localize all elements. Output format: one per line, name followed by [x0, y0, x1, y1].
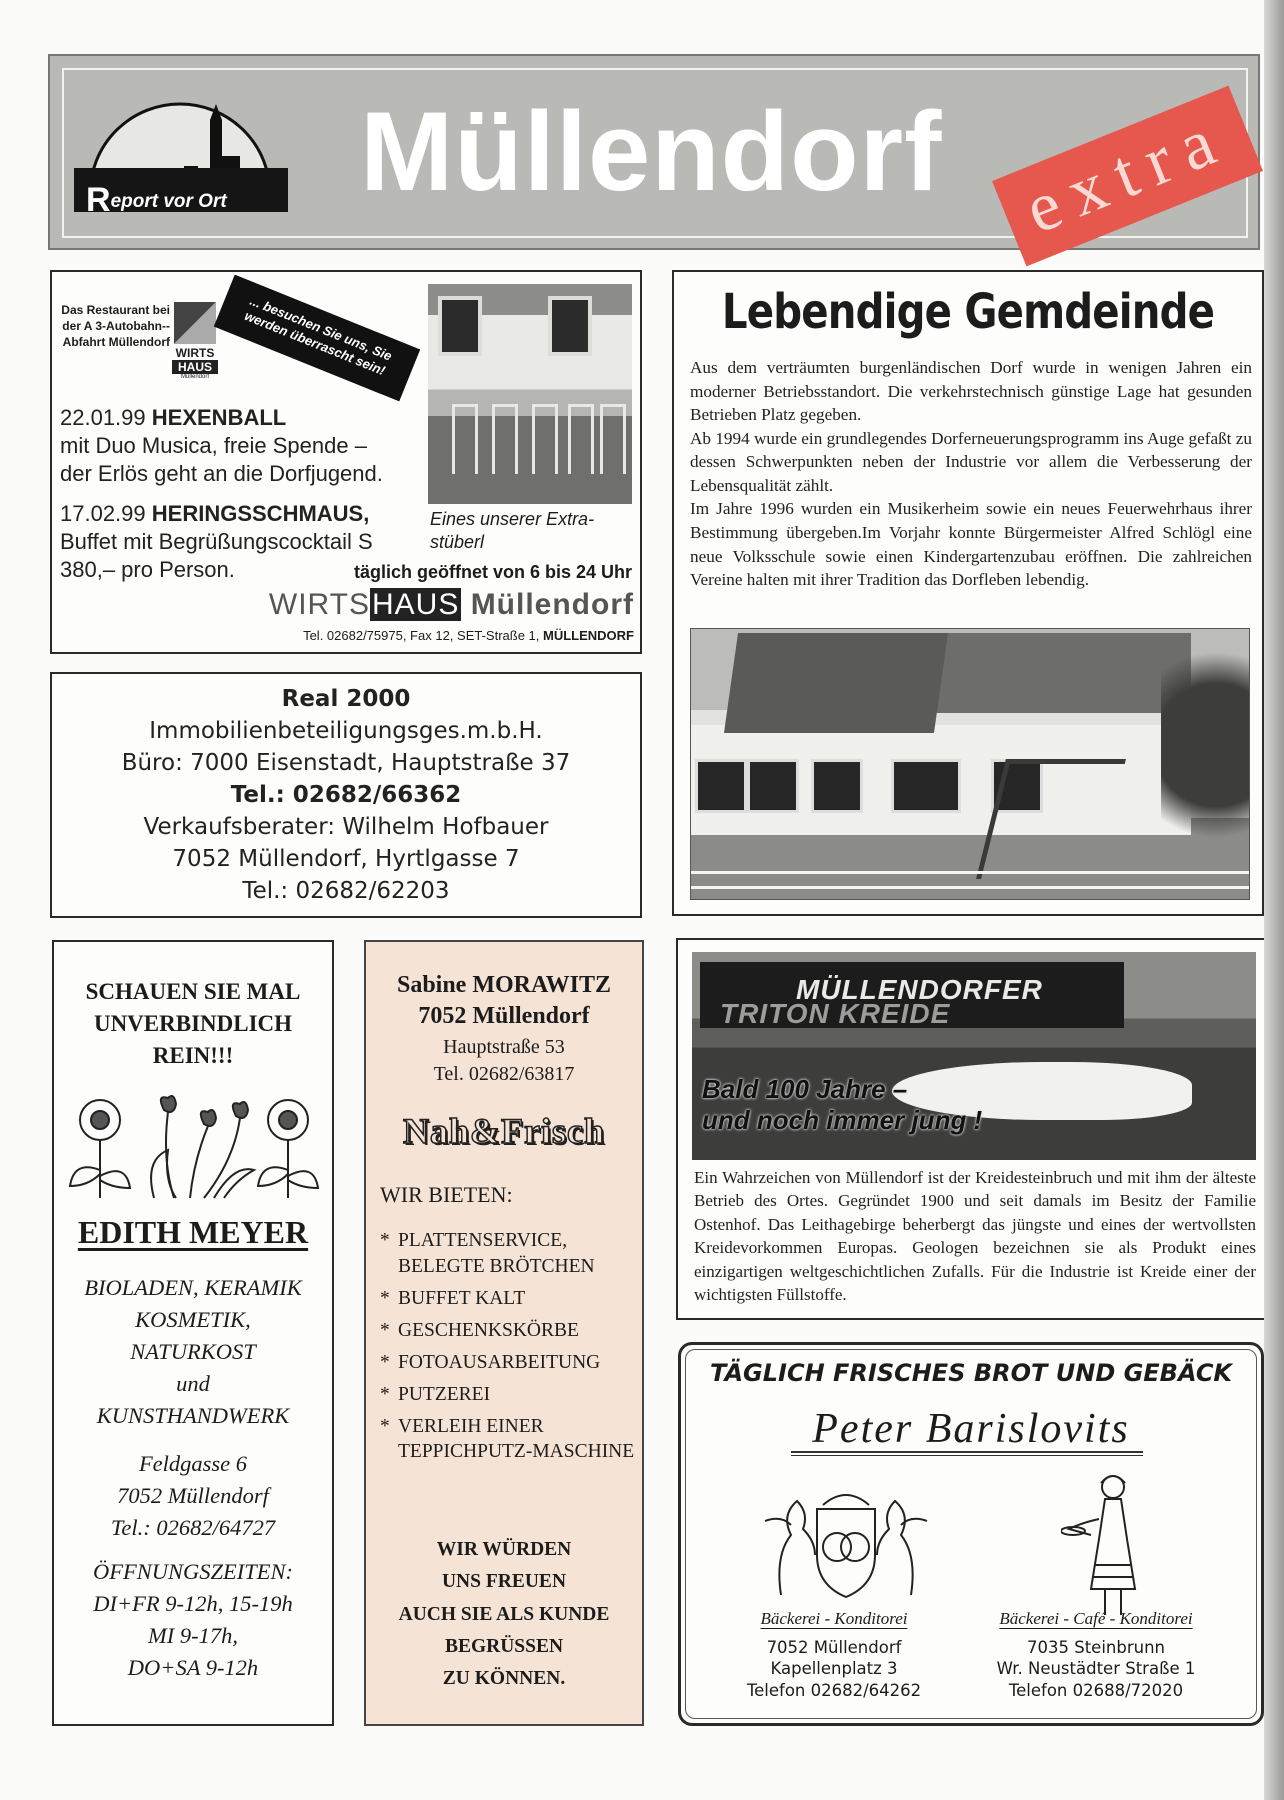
headline-line: SCHAUEN SIE MAL: [85, 979, 301, 1004]
real2000-office: Büro: 7000 Eisenstadt, Hauptstraße 37: [121, 750, 571, 776]
owner-line: 7052 Müllendorf: [418, 1003, 590, 1030]
event-description: Buffet mit Begrüßungscocktail S 380,– pro Person.: [60, 529, 373, 583]
address-contact: Tel. 02682/75975, Fax 12, SET-Straße 1,: [303, 628, 543, 643]
edith-headline: [54, 976, 332, 1073]
event-description: mit Duo Musica, freie Spende – der Erlös geht an die Dorfjugend.: [60, 433, 383, 487]
wordmark-wirts: WIRTS: [268, 588, 370, 621]
banner-line2: TRITON KREIDE: [720, 998, 951, 1029]
branch-address-line: 7052 Müllendorf: [766, 1638, 902, 1657]
article-body: Aus dem verträumten burgenländischen Dorf wurde in wenigen Jahren ein moderner Betriebsstandort. Die verkehrstechnisch günstige Lage hat gesunden Betrieben Platz gegeben. Ab 1994 wurde ein grundlegendes Dorferneuerungsprogramm ins Auge gefaßt zu dessen Schwerpunkten neben der Industrie vor allem die Verbesserung der Lebensqualität zählt. Im Jahre 1996 wurden ein Musikerheim sowie ein neues Feuerwehrhaus ihrer Bestimmung übergeben.Im Vorjahr konnte Bürgermeister Alfred Schlögl eine neue Volksschule sowie einen Kindergartenzubau eröffnen. Die zahlreichen Vereine halten mit ihrer Tradition das Dorfleben lebendig.: [690, 358, 1252, 590]
edith-categories: [54, 1272, 332, 1432]
list-item: * BUFFET KALT: [380, 1286, 638, 1312]
photo-chair: [532, 404, 558, 474]
photo-chair: [452, 404, 478, 474]
restaurant-interior-photo: [428, 284, 632, 504]
name-underline: [791, 1451, 1143, 1456]
community-building-photo: [690, 628, 1250, 900]
photo-caption: Eines unserer Extra-stüberl: [430, 509, 595, 552]
photo-chair: [600, 404, 626, 474]
event-name: HERINGSSCHMAUS,: [151, 501, 370, 526]
shop-address: [366, 1034, 642, 1088]
closing-line: UNS FREUEN: [441, 1571, 567, 1593]
real2000-advert: [50, 672, 642, 918]
triton-banner: [700, 962, 1124, 1028]
photo-window: [695, 759, 747, 813]
real2000-phone: Tel.: 02682/66362: [230, 782, 462, 808]
event-name: HEXENBALL: [151, 405, 287, 430]
hours-line: MI 9-17h,: [148, 1622, 238, 1648]
wirtshaus-logo-small: Müllendorf: [180, 374, 209, 380]
wirtshaus-logo-mark: [174, 302, 216, 344]
photo-window: [891, 759, 961, 813]
slogan-line: und noch immer jung !: [702, 1105, 983, 1136]
address-line: Feldgasse 6: [138, 1451, 248, 1476]
real2000-advisor: Verkaufsberater: Wilhelm Hofbauer: [143, 814, 549, 840]
article-lebendige-gemeinde: [672, 270, 1264, 916]
edith-address: [54, 1448, 332, 1544]
event-date: 22.01.99: [60, 405, 146, 430]
offer-heading: WIR BIETEN:: [380, 1182, 513, 1207]
branch-type: Bäckerei - Café - Konditorei: [999, 1609, 1193, 1628]
photo-window: [811, 759, 863, 813]
offer-list: [380, 1228, 638, 1471]
closing-line: BEGRÜSSEN: [444, 1636, 564, 1658]
headline-line: UNVERBINDLICH: [93, 1011, 293, 1037]
edith-opening-hours: [54, 1556, 332, 1684]
page-edge-shadow: [1264, 0, 1284, 1800]
category-line: NATURKOST: [130, 1338, 256, 1364]
owner-line: Sabine MORAWITZ: [396, 972, 612, 998]
branch-phone: Telefon 02688/72020: [1008, 1680, 1184, 1700]
hours-line: DO+SA 9-12h: [127, 1654, 259, 1680]
branch-address-line: Wr. Neustädter Straße 1: [996, 1659, 1196, 1679]
hours-line: DI+FR 9-12h, 15-19h: [93, 1590, 293, 1616]
category-line: KUNSTHANDWERK: [96, 1402, 290, 1428]
triton-slogan: [702, 1074, 982, 1136]
bakery-branch-steinbrunn: [971, 1609, 1221, 1701]
shop-owner: [366, 970, 642, 1032]
photo-fence: [691, 871, 1249, 889]
wirtshaus-wordmark: [202, 588, 634, 622]
edith-meyer-advert: [52, 940, 334, 1726]
event-date: 17.02.99: [60, 501, 146, 526]
report-vor-ort-logo: [74, 168, 288, 219]
category-line: KOSMETIK,: [135, 1306, 251, 1332]
list-item: * FOTOAUSARBEITUNG: [380, 1350, 638, 1376]
extra-stamp: extra: [992, 86, 1263, 267]
closing-message: [366, 1534, 642, 1696]
article-title: Lebendige Gemdeinde: [721, 284, 1215, 340]
edith-name: EDITH MEYER: [77, 1214, 309, 1250]
bakery-crest-icon: [761, 1485, 931, 1605]
real2000-company: Immobilienbeteiligungsges.m.b.H.: [149, 718, 543, 744]
wirtshaus-intro: Das Restaurant bei der A 3-Autobahn--Abfahrt Müllendorf: [61, 303, 170, 350]
category-line: und: [176, 1370, 210, 1396]
branch-address-line: Kapellenplatz 3: [770, 1659, 898, 1679]
bakery-headline: TÄGLICH FRISCHES BROT UND GEBÄCK: [709, 1359, 1233, 1387]
address-line: Tel.: 02682/64727: [110, 1514, 276, 1540]
headline-line: REIN!!!: [152, 1043, 234, 1069]
bakery-owner-name: Peter Barislovits: [812, 1406, 1130, 1452]
address-line: 7052 Müllendorf: [117, 1482, 269, 1508]
photo-tree: [1161, 649, 1250, 889]
list-item: * GESCHENKSKÖRBE: [380, 1318, 638, 1344]
photo-chair: [568, 404, 594, 474]
list-item: * VERLEIH EINER TEPPICHPUTZ-MASCHINE: [380, 1414, 638, 1466]
wirtshaus-logo-top: WIRTS: [175, 346, 215, 360]
real2000-advisor-address: 7052 Müllendorf, Hyrtlgasse 7: [172, 846, 520, 872]
hours-line: ÖFFNUNGSZEITEN:: [92, 1559, 293, 1584]
photo-window: [438, 296, 482, 356]
photo-gable: [724, 633, 948, 733]
closing-line: ZU KÖNNEN.: [442, 1668, 566, 1690]
address-place: MÜLLENDORF: [543, 628, 634, 643]
closing-line: AUCH SIE ALS KUNDE: [398, 1603, 610, 1625]
opening-hours: täglich geöffnet von 6 bis 24 Uhr: [353, 562, 632, 582]
real2000-advisor-phone: Tel.: 02682/62203: [242, 878, 450, 904]
nah-frisch-logo: Nah&Frisch: [403, 1111, 605, 1151]
wirtshaus-advert: [50, 270, 642, 654]
category-line: BIOLADEN, KERAMIK: [84, 1275, 302, 1300]
slogan-line: Bald 100 Jahre –: [702, 1074, 908, 1104]
wordmark-place: Müllendorf: [470, 588, 634, 621]
list-item: * PLATTENSERVICE, BELEGTE BRÖTCHEN: [380, 1228, 638, 1280]
nah-frisch-advert: [364, 940, 644, 1726]
flowers-illustration: [64, 1090, 324, 1200]
photo-window: [747, 759, 799, 813]
article-triton-kreide: [676, 938, 1266, 1320]
wirtshaus-address: [172, 628, 634, 643]
logo-initial: R: [86, 181, 111, 219]
chalk-quarry-photo: [692, 952, 1256, 1160]
masthead-title: Müllendorf: [360, 89, 943, 214]
logo-text: eport vor Ort: [110, 191, 227, 212]
wirtshaus-logo-bottom: HAUS: [172, 360, 218, 374]
bakery-advert: [678, 1342, 1264, 1726]
banner-line1: MÜLLENDORFER: [796, 974, 1043, 1005]
wirtshaus-logo: [172, 302, 218, 380]
waitress-illustration: [1061, 1469, 1161, 1619]
branch-phone: Telefon 02682/64262: [746, 1680, 922, 1700]
list-item: * PUTZEREI: [380, 1382, 638, 1408]
bakery-branch-muellendorf: [709, 1609, 959, 1701]
branch-address-line: 7035 Steinbrunn: [1026, 1638, 1165, 1657]
address-line: Tel. 02682/63817: [433, 1063, 575, 1085]
wirtshaus-banner: ... besuchen Sie uns, Sie werden überrascht sein!: [214, 275, 420, 402]
wordmark-haus: HAUS: [371, 588, 460, 621]
closing-line: WIR WÜRDEN: [436, 1539, 572, 1560]
photo-chair: [492, 404, 518, 474]
event-hexenball: [60, 404, 400, 488]
branch-type: Bäckerei - Konditorei: [760, 1609, 908, 1628]
article-body: Ein Wahrzeichen von Müllendorf ist der Kreidesteinbruch und mit ihm der älteste Betrieb des Ortes. Gegründet 1900 und seit damals im Besitz der Familie Ostenhof. Das Leithagebirge beherbergt das jüngste und eines der wertvollsten Kreidevorkommen Europas. Geologen bezeichnen sie als Produkt eines einzigartigen weltgeschichtlichen Zufalls. Für die Industrie ist Kreide einer der wichtigsten Füllstoffe.: [694, 1168, 1256, 1305]
real2000-name: Real 2000: [281, 686, 411, 712]
address-line: Hauptstraße 53: [443, 1036, 565, 1058]
photo-window: [548, 296, 592, 356]
